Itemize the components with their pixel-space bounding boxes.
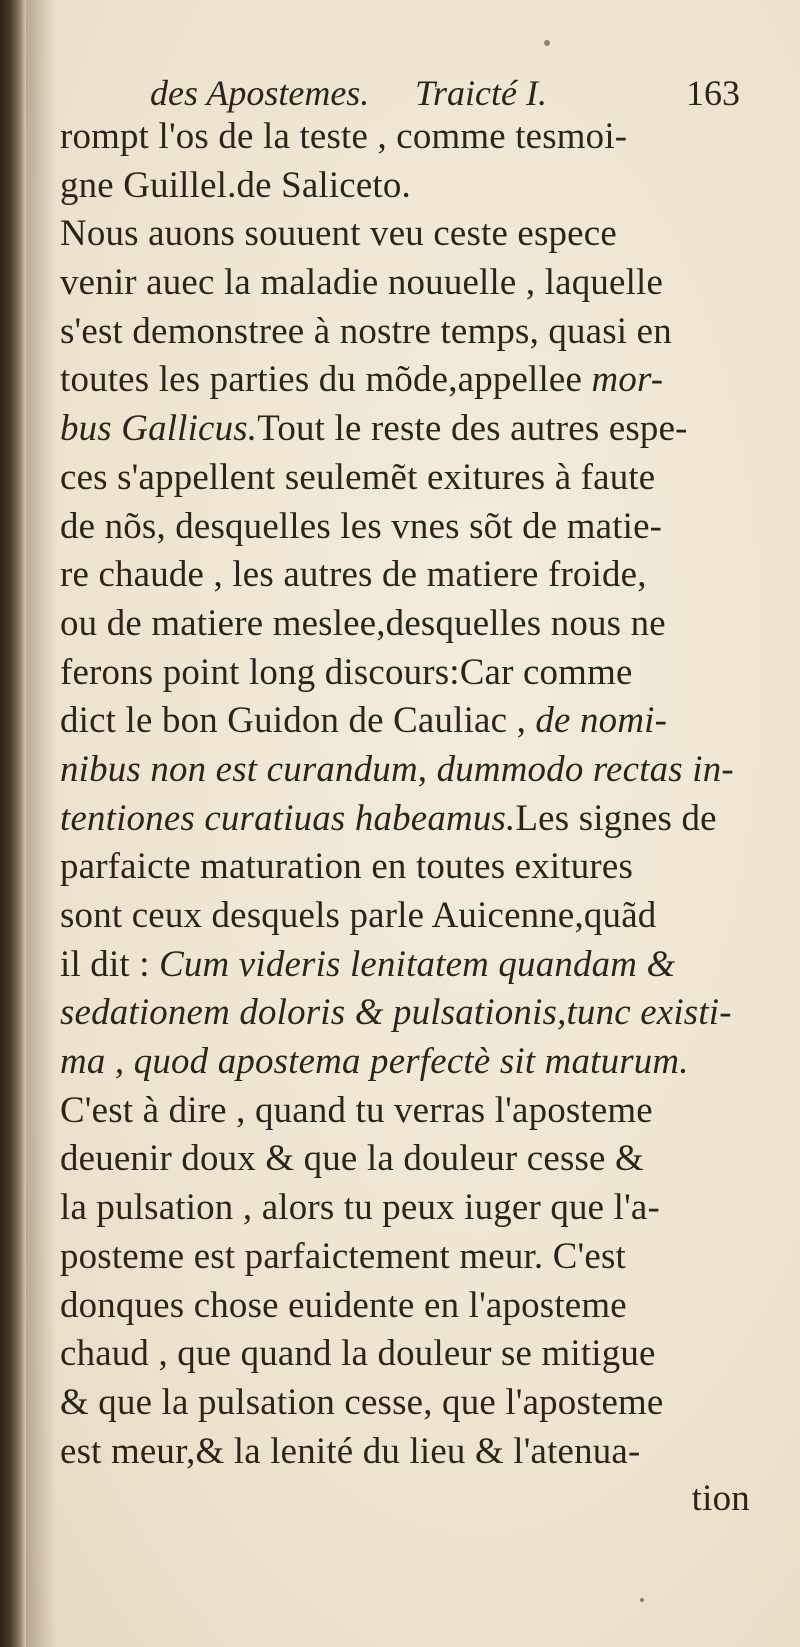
line-text: deuenir doux & que la douleur cesse & — [60, 1137, 644, 1179]
latin-italic-text: ma , quod apostema perfectè sit maturum. — [60, 1040, 689, 1082]
latin-italic-text: mor- — [591, 358, 664, 400]
text-line — [60, 1086, 750, 1135]
text-line — [60, 258, 750, 307]
text-line — [60, 1378, 750, 1427]
line-text: chaud , que quand la douleur se mitigue — [60, 1332, 656, 1374]
text-line — [60, 1281, 750, 1330]
latin-italic-text: bus Gallicus. — [60, 407, 258, 449]
line-text: est meur,& la lenité du lieu & l'atenua- — [60, 1429, 641, 1471]
line-text: Les signes de — [515, 796, 717, 838]
text-line — [60, 453, 750, 502]
running-header — [150, 70, 750, 116]
line-text: parfaicte maturation en toutes exitures — [60, 845, 633, 887]
line-text: Tout le reste des autres espe- — [257, 407, 688, 449]
line-text: & que la pulsation cesse, que l'aposteme — [60, 1380, 664, 1422]
text-line — [60, 550, 750, 599]
line-text: gne Guillel.de Saliceto. — [60, 163, 411, 205]
line-text: re chaude , les autres de matiere froide, — [60, 553, 647, 595]
line-text: donques chose euidente en l'aposteme — [60, 1283, 627, 1325]
text-line — [60, 502, 750, 551]
text-line — [60, 891, 750, 940]
line-text: C'est à dire , quand tu verras l'aposteme — [60, 1088, 653, 1130]
line-text: venir auec la maladie nouuelle , laquelle — [60, 261, 664, 303]
line-text: ces s'appellent seulemẽt exitures à faute — [60, 455, 656, 497]
header-title: des Apostemes. — [150, 73, 370, 113]
page-number: 163 — [686, 73, 740, 113]
book-spine — [0, 0, 26, 1647]
text-line — [60, 209, 750, 258]
line-text: ferons point long discours:Car comme — [60, 650, 633, 692]
text-line — [60, 696, 750, 745]
text-line — [60, 1427, 750, 1476]
line-text: ou de matiere meslee,desquelles nous ne — [60, 601, 666, 643]
text-line — [60, 988, 750, 1037]
latin-italic-text: nibus non est curandum, dummodo rectas in- — [60, 747, 734, 789]
text-line — [60, 1329, 750, 1378]
text-line — [60, 599, 750, 648]
text-line — [60, 745, 750, 794]
latin-italic-text: de nomi- — [535, 699, 668, 741]
line-text: posteme est parfaictement meur. C'est — [60, 1234, 626, 1276]
text-line — [60, 404, 750, 453]
line-text: Nous auons souuent veu ceste espece — [60, 212, 617, 254]
text-line — [60, 1183, 750, 1232]
text-line — [60, 355, 750, 404]
ink-speck — [640, 1598, 644, 1602]
ink-speck — [544, 40, 550, 46]
catchword: tion — [691, 1478, 750, 1520]
text-line — [60, 161, 750, 210]
latin-italic-text: tentiones curatiuas habeamus. — [60, 796, 516, 838]
line-text: toutes les parties du mõde,appellee — [60, 358, 592, 400]
latin-italic-text: Cum videris lenitatem quandam & — [159, 942, 676, 984]
text-line — [60, 1232, 750, 1281]
line-text: s'est demonstree à nostre temps, quasi en — [60, 309, 672, 351]
line-text: rompt l'os de la teste , comme tesmoi- — [60, 115, 628, 156]
latin-italic-text: sedationem doloris & pulsationis,tunc existi- — [60, 991, 732, 1033]
text-line — [60, 1134, 750, 1183]
text-line — [60, 112, 750, 161]
text-line — [60, 307, 750, 356]
text-line — [60, 648, 750, 697]
text-line — [60, 794, 750, 843]
text-line — [60, 842, 750, 891]
line-text: la pulsation , alors tu peux iuger que l'a- — [60, 1186, 660, 1228]
text-line — [60, 1037, 750, 1086]
line-text: de nõs, desquelles les vnes sõt de matie- — [60, 504, 663, 546]
line-text: dict le bon Guidon de Cauliac , — [60, 699, 536, 741]
body-text — [60, 112, 750, 1524]
header-treatise: Traicté I. — [415, 73, 547, 113]
line-text: sont ceux desquels parle Auicenne,quãd — [60, 894, 657, 935]
text-line — [60, 940, 750, 989]
line-text: il dit : — [60, 942, 160, 984]
gutter-shadow — [26, 0, 56, 1647]
